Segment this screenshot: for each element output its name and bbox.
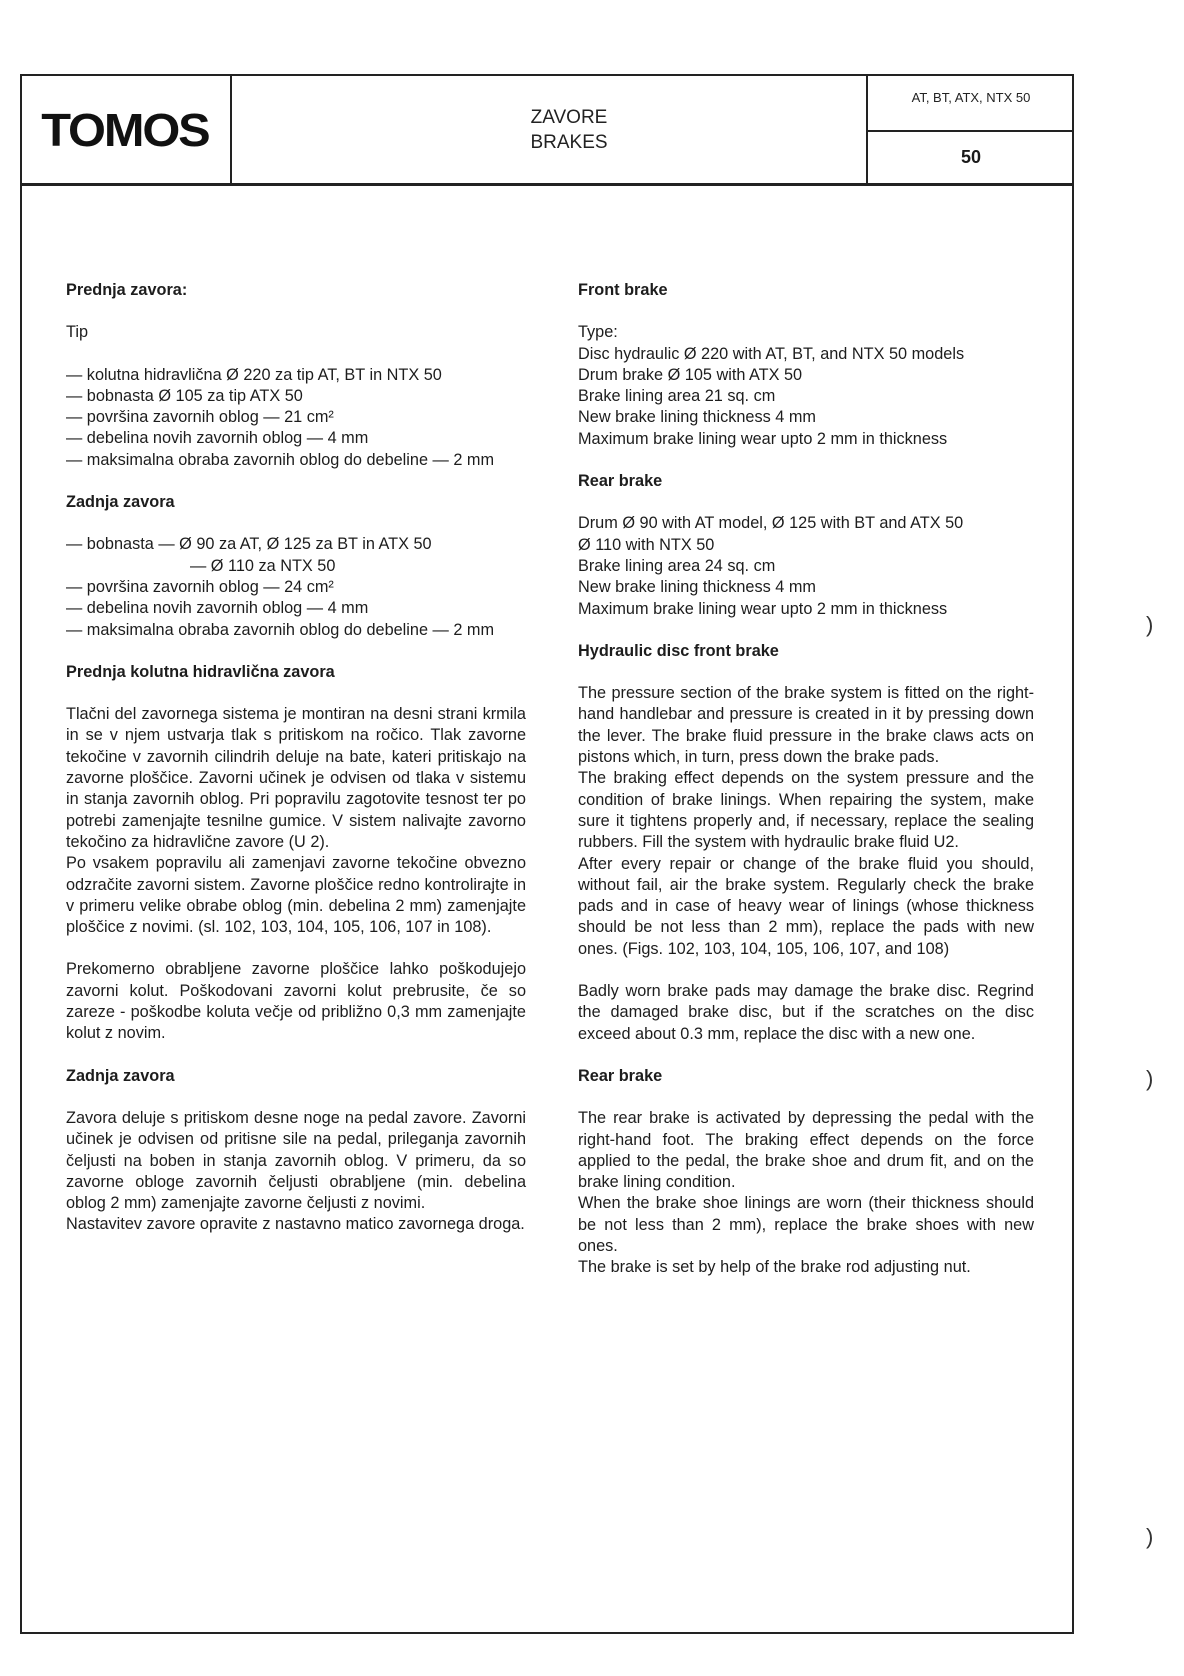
english-column [578, 280, 1034, 1279]
spec-line: — bobnasta — Ø 90 za AT, Ø 125 za BT in ATX 50 [66, 535, 432, 554]
paragraph: The braking effect depends on the system pressure and the condition of brake linings. When repairing the system, make sure it tightens properly and, if necessary, replace the sealing rubbers. Fill the system with hydraulic brake fluid U2. [578, 769, 1034, 852]
disc-brake-heading-sl: Prednja kolutna hidravlična zavora [66, 662, 335, 681]
spec-line: — maksimalna obraba zavornih oblog do debeline — 2 mm [66, 450, 495, 469]
title-slovenian: ZAVORE [530, 106, 608, 128]
paragraph: Tlačni del zavornega sistema je montiran na desni strani krmila in se v njem ustvarja tlak s pritiskom na ročico. Tlak zavorne tekočine v zavornih cilindrih deluje na bate, kateri pritiskajo na zavorne ploščice. Zavorni učinek je odvisen od tlaka v sistemu in stanja zavornih oblog. Pri popravilu zagotovite tesnost ter po potrebi zamenjajte tesnilne gumice. V sistem nalivajte zavorno tekočino za hidravlične zavore (U 2). [66, 705, 526, 851]
spec-line: Ø 110 with NTX 50 [578, 535, 715, 554]
type-label-en: Type: [578, 323, 618, 342]
paragraph: The pressure section of the brake system is fitted on the right-hand handlebar and pressure is created in it by pressing down the lever. The brake fluid pressure in the brake claws acts on pistons which, in turn, press down the brake pads. [578, 684, 1034, 767]
spec-line: — površina zavornih oblog — 21 cm² [66, 408, 334, 427]
type-heading-sl: Tip [66, 323, 89, 342]
spec-line: — debelina novih zavornih oblog — 4 mm [66, 429, 369, 448]
spec-line: Brake lining area 21 sq. cm [578, 387, 776, 406]
rear-brake-heading-en: Rear brake [578, 472, 663, 491]
document-header [20, 74, 1074, 186]
paragraph: The brake is set by help of the brake rod adjusting nut. [578, 1258, 971, 1277]
paragraph: After every repair or change of the brake fluid you should, without fail, air the brake system. Regularly check the brake pads and in case of heavy wear of linings (whose thickness should be not less than 2 mm), replace the pads with new ones. (Figs. 102, 103, 104, 105, 106, 107, and 108) [578, 854, 1034, 958]
spec-line: Maximum brake lining wear upto 2 mm in thickness [578, 429, 948, 448]
rear-brake-heading-sl: Zadnja zavora [66, 493, 175, 512]
spec-line: — površina zavornih oblog — 24 cm² [66, 577, 334, 596]
paragraph: Po vsakem popravilu ali zamenjavi zavorne tekočine obvezno odzračite zavorni sistem. Zavorne ploščice redno kontrolirajte in v primeru velike obrabe oblog (min. debelina 2 mm) zamenjajte ploščice z novimi. (sl. 102, 103, 104, 105, 106, 107 in 108). [66, 854, 526, 937]
margin-scan-mark: ) [1146, 612, 1154, 637]
page-number: 50 [960, 147, 982, 167]
spec-line: New brake lining thickness 4 mm [578, 408, 816, 427]
paragraph: Nastavitev zavore opravite z nastavno matico zavornega droga. [66, 1215, 525, 1234]
slovenian-column [66, 280, 526, 1236]
title-english: BRAKES [530, 131, 608, 153]
disc-brake-heading-en: Hydraulic disc front brake [578, 641, 779, 660]
tomos-logo: TOMOS [41, 103, 209, 156]
spec-line: — bobnasta Ø 105 za tip ATX 50 [66, 386, 303, 405]
spec-line: — maksimalna obraba zavornih oblog do debeline — 2 mm [66, 620, 495, 639]
spec-line: New brake lining thickness 4 mm [578, 578, 816, 597]
spec-line: Drum brake Ø 105 with ATX 50 [578, 365, 803, 384]
paragraph: Badly worn brake pads may damage the brake disc. Regrind the damaged brake disc, but if the scratches on the disc exceed about 0.3 mm, replace the disc with a new one. [578, 982, 1034, 1043]
rear-brake-heading-2-en: Rear brake [578, 1066, 663, 1085]
spec-line: Drum Ø 90 with AT model, Ø 125 with BT and ATX 50 [578, 514, 964, 533]
logo-cell [20, 76, 232, 183]
front-brake-heading-sl: Prednja zavora: [66, 281, 188, 299]
spec-line: Disc hydraulic Ø 220 with AT, BT, and NTX 50 models [578, 344, 965, 363]
spec-line: — kolutna hidravlična Ø 220 za tip AT, BT in NTX 50 [66, 365, 442, 384]
spec-line: Brake lining area 24 sq. cm [578, 556, 776, 575]
rear-brake-heading-2-sl: Zadnja zavora [66, 1066, 175, 1085]
paragraph: When the brake shoe linings are worn (their thickness should be not less than 2 mm), replace the brake shoes with new ones. [578, 1194, 1034, 1255]
paragraph: Prekomerno obrabljene zavorne ploščice lahko poškodujejo zavorni kolut. Poškodovani zavorni kolut prebrusite, če so zareze - poškodbe koluta večje od približno 0,3 mm zamenjajte kolut z novim. [66, 960, 526, 1043]
meta-cell [866, 76, 1074, 183]
spec-line: — Ø 110 za NTX 50 [190, 556, 336, 575]
margin-scan-mark: ) [1146, 1524, 1154, 1549]
spec-line: Maximum brake lining wear upto 2 mm in thickness [578, 599, 948, 618]
front-brake-heading-en: Front brake [578, 281, 668, 299]
paragraph: Zavora deluje s pritiskom desne noge na pedal zavore. Zavorni učinek je odvisen od pritisne sile na pedal, prileganja zavornih čeljusti na boben in stanja zavornih oblog. V primeru, da so zavorne obloge zavornih čeljusti obrabljene (min. debelina oblog 2 mm) zamenjajte zavorne čeljusti z novimi. [66, 1108, 526, 1213]
margin-scan-mark: ) [1146, 1066, 1154, 1091]
models-label: AT, BT, ATX, NTX 50 [868, 76, 1074, 132]
title-cell [232, 76, 866, 183]
spec-line: — debelina novih zavornih oblog — 4 mm [66, 599, 369, 618]
paragraph: The rear brake is activated by depressing the pedal with the right-hand foot. The braking effect depends on the force applied to the pedal, the brake shoe and drum fit, and on the brake lining condition. [578, 1109, 1034, 1192]
